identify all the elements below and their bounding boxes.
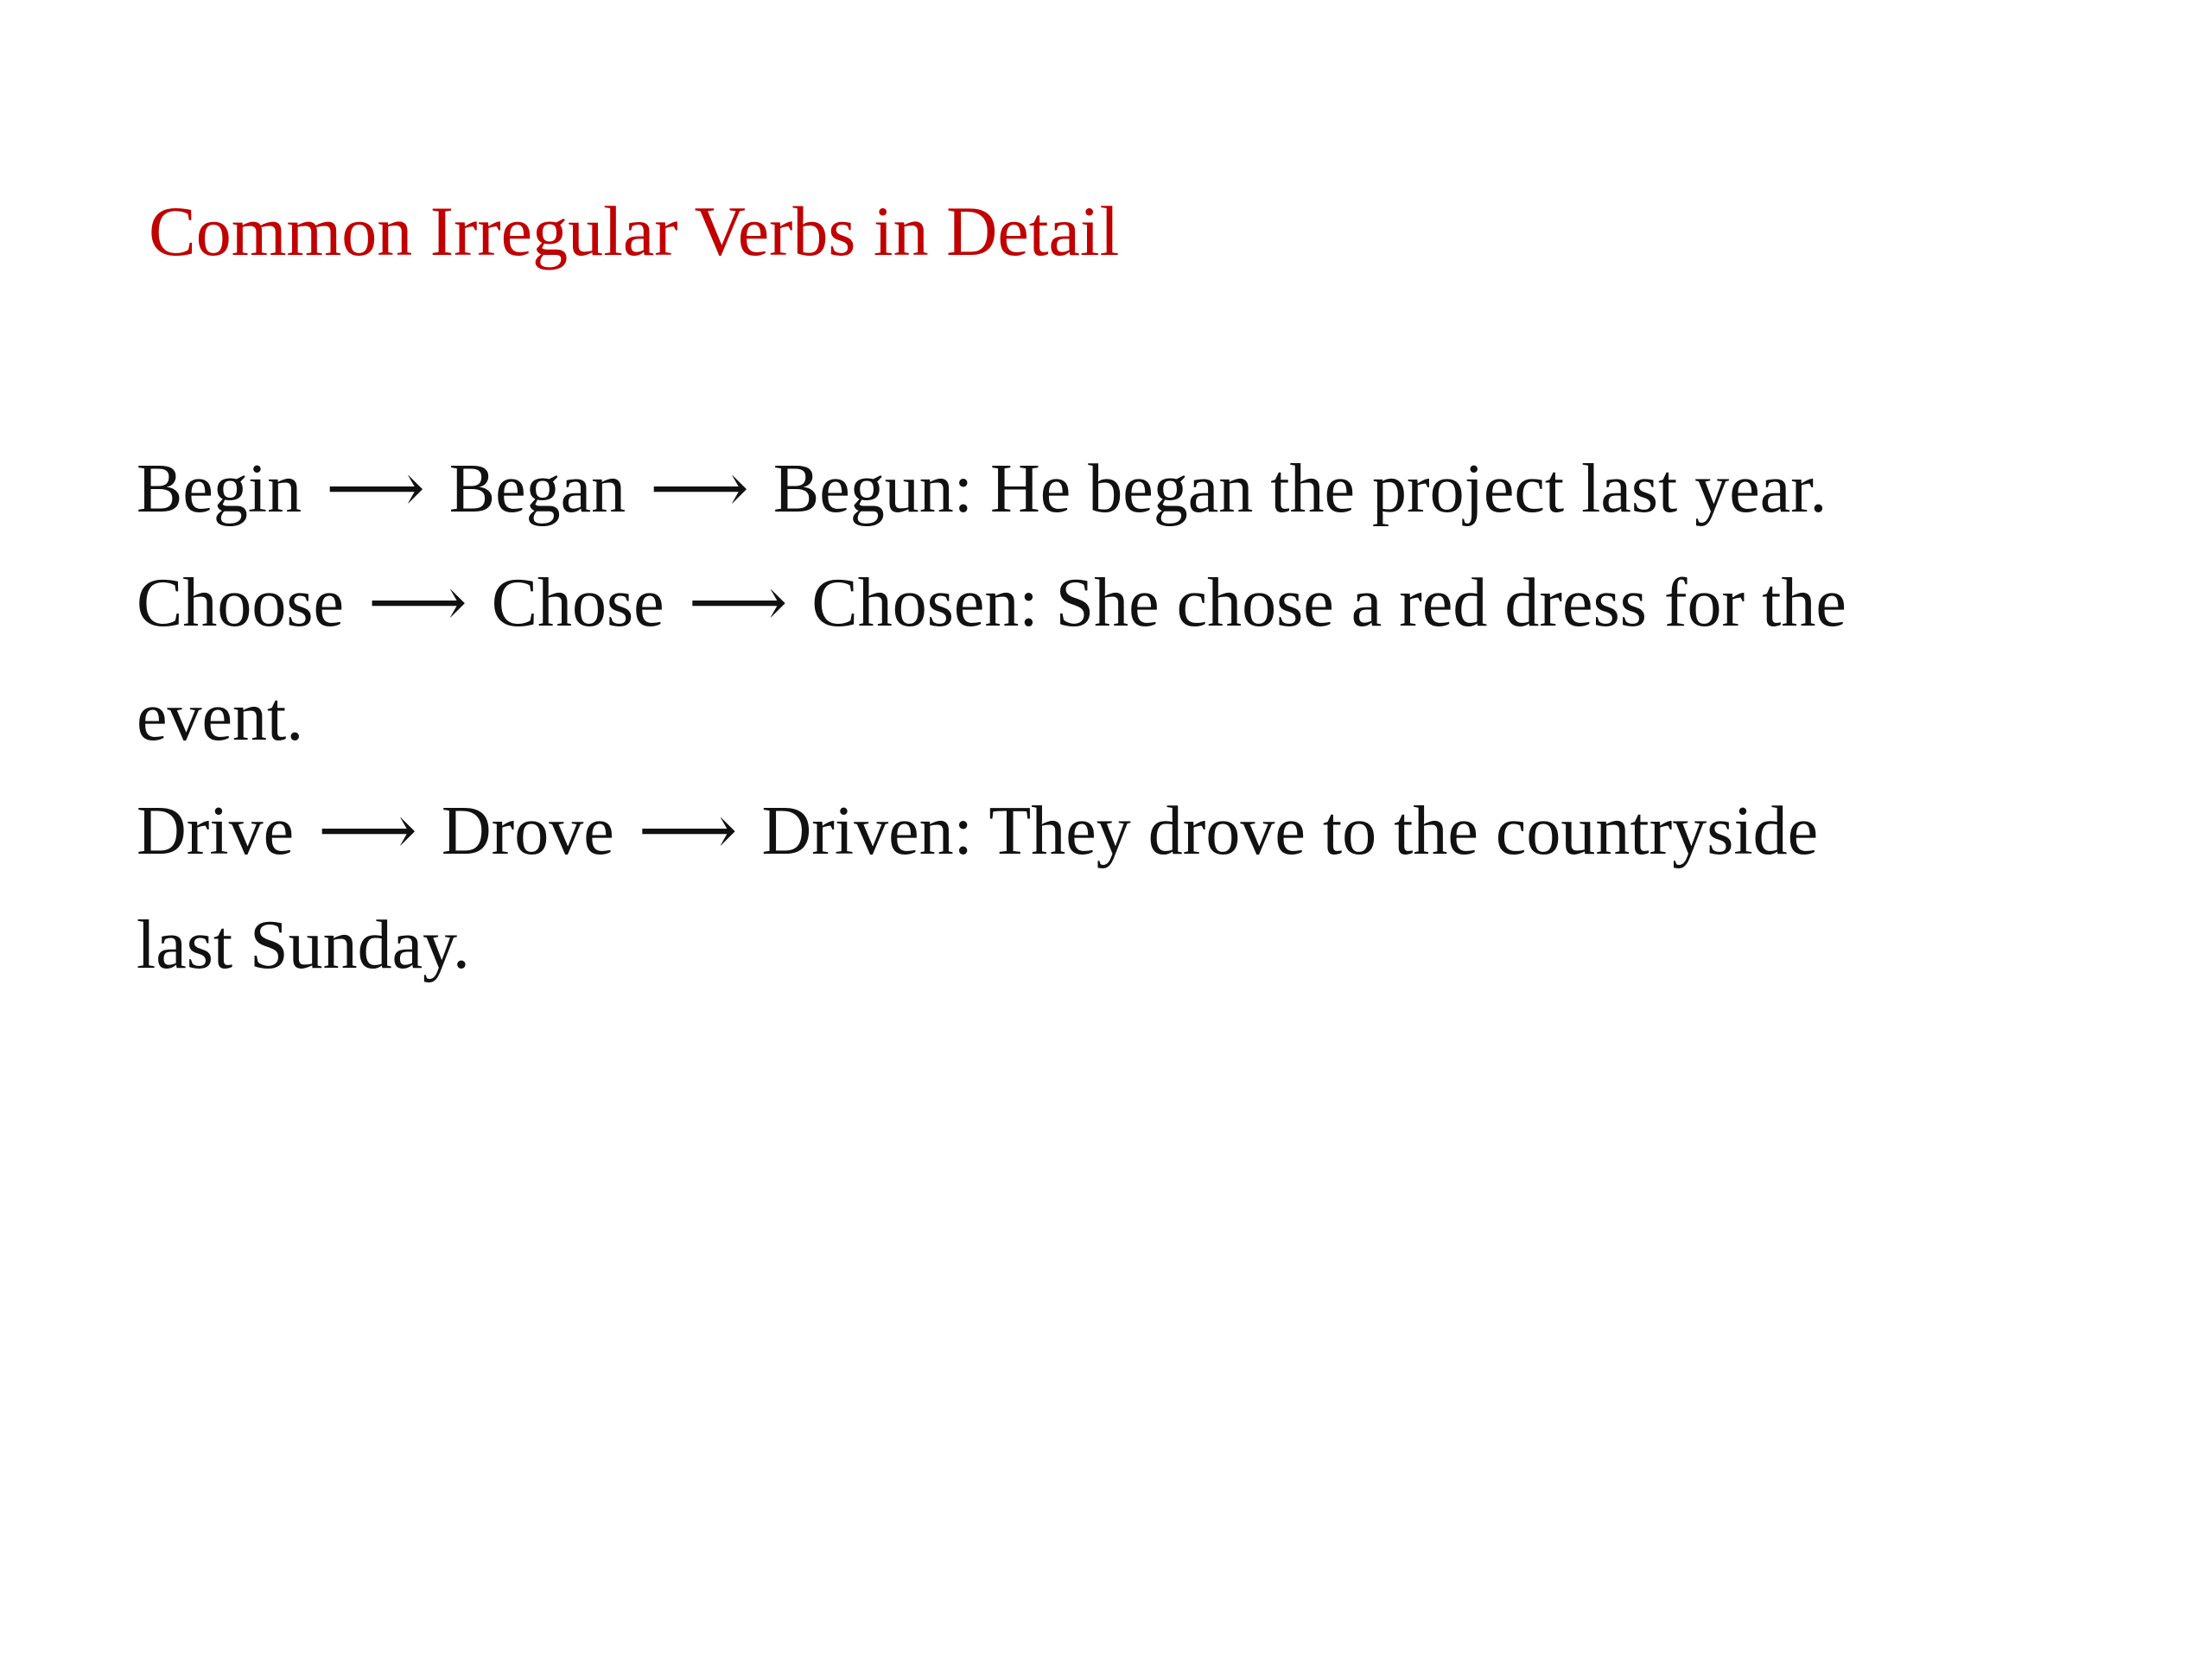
verb-line-begin bbox=[137, 432, 1916, 546]
verb-past: Began bbox=[448, 451, 626, 527]
right-arrow-icon: ⟶ bbox=[326, 451, 425, 527]
colon-separator: : bbox=[1019, 565, 1039, 641]
right-arrow-icon: ⟶ bbox=[650, 451, 749, 527]
verb-past: Drove bbox=[441, 793, 614, 869]
verb-participle: Chosen bbox=[811, 565, 1020, 641]
right-arrow-icon: ⟶ bbox=[318, 793, 417, 869]
verb-line-choose bbox=[137, 546, 1916, 774]
right-arrow-icon: ⟶ bbox=[368, 565, 467, 641]
verb-base: Begin bbox=[137, 451, 302, 527]
verb-base: Drive bbox=[137, 793, 295, 869]
right-arrow-icon: ⟶ bbox=[638, 793, 738, 869]
right-arrow-icon: ⟶ bbox=[688, 565, 788, 641]
verb-participle: Driven bbox=[761, 793, 954, 869]
example-sentence: She chose a red dress for the event. bbox=[137, 565, 1847, 755]
slide-title: Common Irregular Verbs in Detail bbox=[149, 192, 1120, 270]
colon-separator: : bbox=[953, 793, 973, 869]
verb-base: Choose bbox=[137, 565, 344, 641]
verb-past: Chose bbox=[491, 565, 664, 641]
verb-participle: Begun bbox=[772, 451, 954, 527]
verb-line-drive bbox=[137, 774, 1916, 1002]
verb-list bbox=[137, 432, 1916, 1002]
colon-separator: : bbox=[953, 451, 973, 527]
example-sentence: They drove to the countryside last Sunday. bbox=[137, 793, 1819, 983]
example-sentence: He began the project last year. bbox=[989, 451, 1827, 527]
